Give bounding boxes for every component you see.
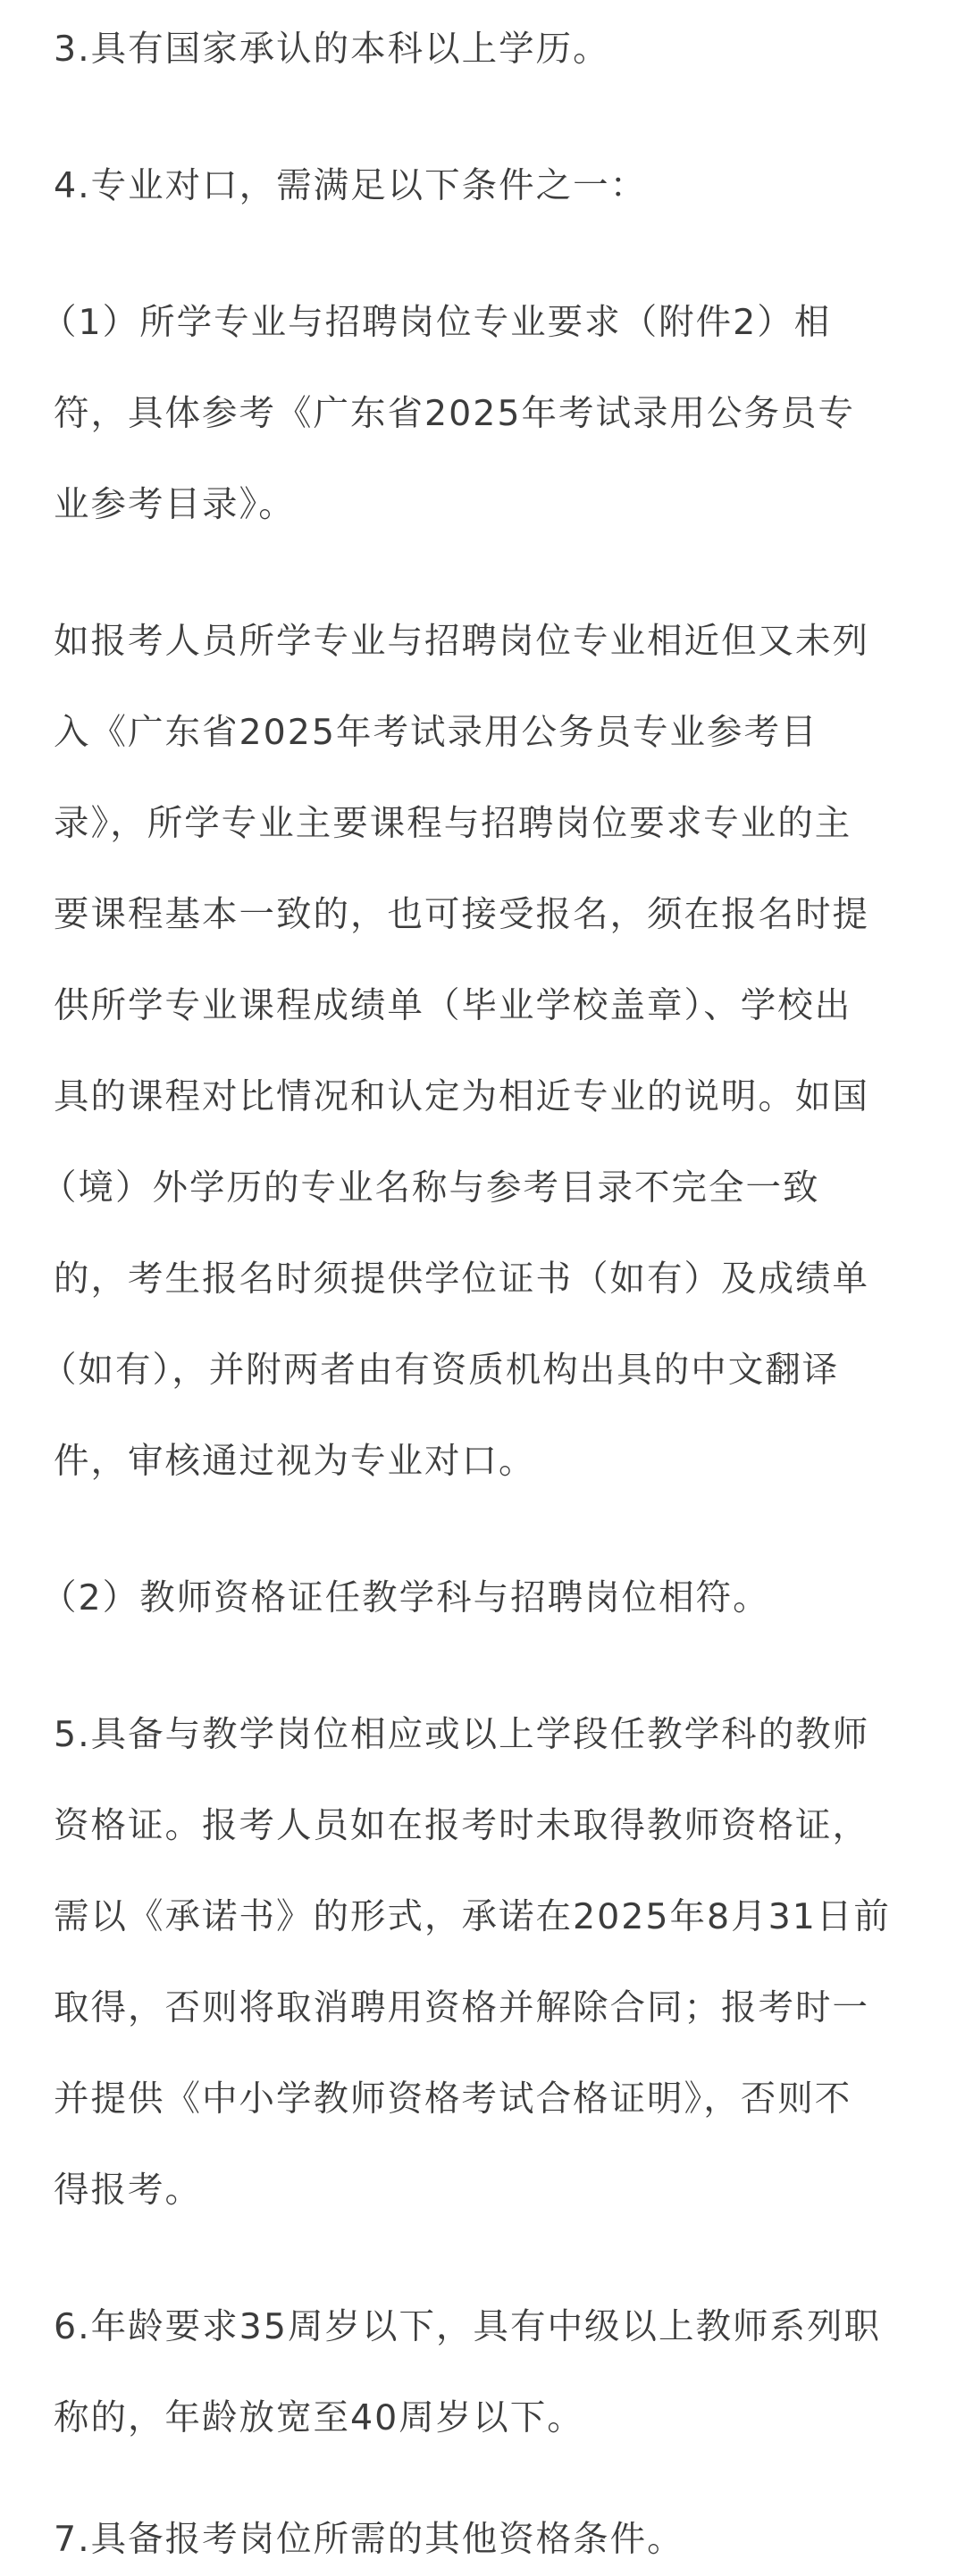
paragraph-req-6-line-2: 称的，年龄放宽至40周岁以下。 [54,2397,584,2438]
paragraph-req-5-line-1: 5.具备与教学岗位相应或以上学段任教学科的教师 [54,1714,870,1755]
paragraph-req-4-note-line-2: 入《广东省2025年考试录用公务员专业参考目 [54,712,818,753]
paragraph-req-4-2-line-1: （2）教师资格证任教学科与招聘岗位相符。 [41,1577,770,1618]
paragraph-req-4-note-line-1: 如报考人员所学专业与招聘岗位专业相近但又未列 [54,621,869,662]
paragraph-req-4-1-line-3: 业参考目录》。 [54,484,296,525]
paragraph-req-4-note-line-6: 具的课程对比情况和认定为相近专业的说明。如国 [54,1076,869,1117]
paragraph-req-4-1-line-2: 符，具体参考《广东省2025年考试录用公务员专 [54,393,856,434]
paragraph-req-4-line-1: 4.专业对口，需满足以下条件之一： [54,165,648,206]
paragraph-req-4-note-line-3: 录》，所学专业主要课程与招聘岗位要求专业的主 [54,803,852,844]
paragraph-req-4-note-line-4: 要课程基本一致的，也可接受报名，须在报名时提 [54,894,869,935]
paragraph-req-5-line-2: 资格证。报考人员如在报考时未取得教师资格证， [54,1805,869,1846]
paragraph-req-4-note-line-7: （境）外学历的专业名称与参考目录不完全一致 [41,1167,820,1209]
paragraph-req-5-line-6: 得报考。 [54,2170,202,2211]
paragraph-req-4-note-line-8: 的，考生报名时须提供学位证书（如有）及成绩单 [54,1259,869,1300]
paragraph-req-4-1-line-1: （1）所学专业与招聘岗位专业要求（附件2）相 [41,302,832,343]
paragraph-req-7-line-1: 7.具备报考岗位所需的其他资格条件。 [54,2519,684,2560]
paragraph-req-4-note-line-10: 件，审核通过视为专业对口。 [54,1441,536,1482]
paragraph-req-3-line-1: 3.具有国家承认的本科以上学历。 [54,29,610,70]
paragraph-req-5-line-4: 取得，否则将取消聘用资格并解除合同；报考时一 [54,1987,869,2028]
paragraph-req-4-note-line-9: （如有），并附两者由有资质机构出具的中文翻译 [41,1350,840,1391]
paragraph-req-4-note-line-5: 供所学专业课程成绩单（毕业学校盖章）、学校出 [54,985,852,1026]
paragraph-req-6-line-1: 6.年龄要求35周岁以下，具有中级以上教师系列职 [54,2306,881,2347]
paragraph-req-5-line-3: 需以《承诺书》的形式，承诺在2025年8月31日前 [54,1896,891,1937]
paragraph-req-5-line-5: 并提供《中小学教师资格考试合格证明》，否则不 [54,2078,852,2120]
